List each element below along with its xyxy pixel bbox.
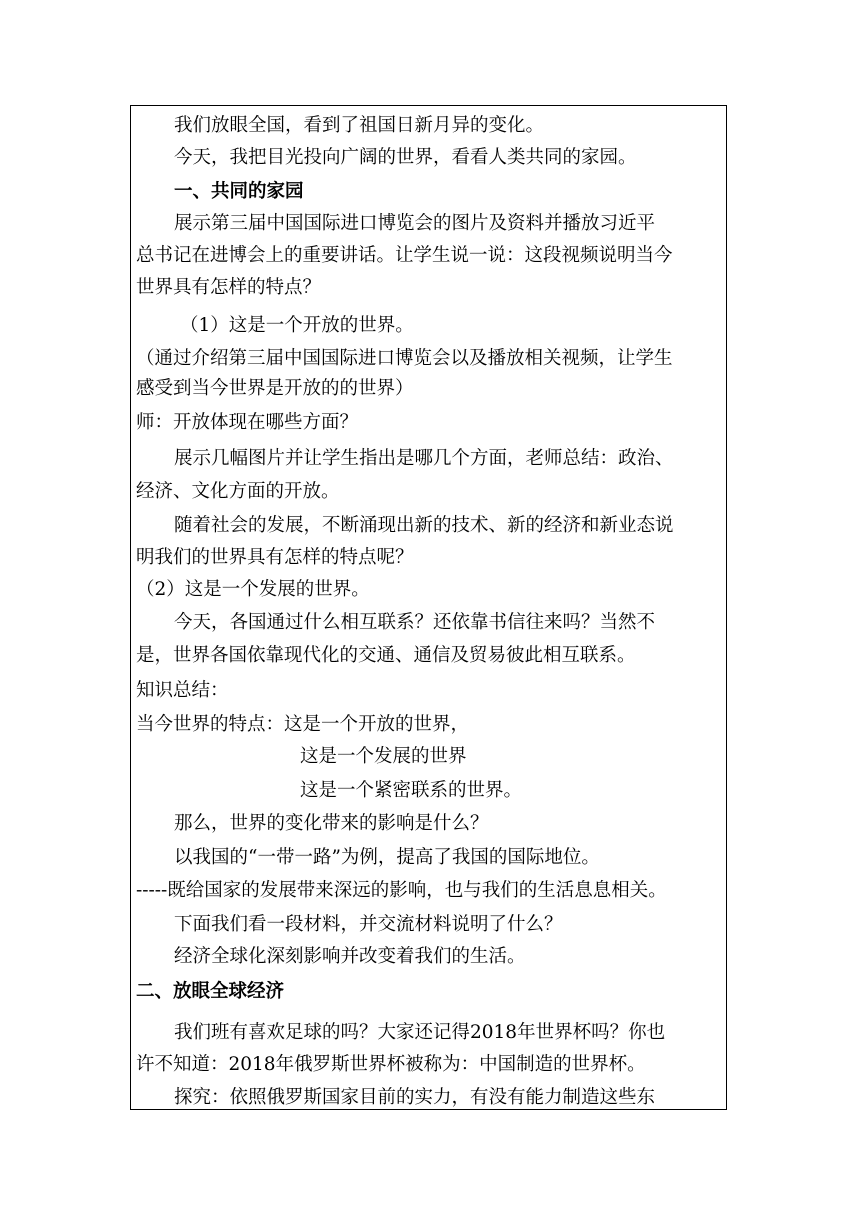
paragraph-line: 随着社会的发展，不断涌现出新的技术、新的经济和新业态说 [174,515,674,536]
paragraph-line: -----既给国家的发展带来深远的影响，也与我们的生活息息相关。 [136,880,667,901]
paragraph-line: 当今世界的特点：这是一个开放的世界， [136,714,470,735]
paragraph-line: （通过介绍第三届中国国际进口博览会以及播放相关视频，让学生 [136,348,673,369]
paragraph-line: 我们放眼全国，看到了祖国日新月异的变化。 [174,115,545,136]
paragraph-line: 师：开放体现在哪些方面？ [136,412,359,433]
paragraph-line: 探究：依照俄罗斯国家目前的实力，有没有能力制造这些东 [174,1087,656,1108]
paragraph-line: 这是一个紧密联系的世界。 [300,780,523,801]
paragraph-line: 下面我们看一段材料，并交流材料说明了什么？ [174,914,563,935]
paragraph-line: 经济全球化深刻影响并改变着我们的生活。 [174,946,526,967]
section-heading: 二、放眼全球经济 [136,981,285,1002]
paragraph-line: 展示几幅图片并让学生指出是哪几个方面，老师总结：政治、 [174,448,674,469]
paragraph-line: 展示第三届中国国际进口博览会的图片及资料并播放习近平 [174,213,656,234]
section-heading: 一、共同的家园 [174,181,304,202]
paragraph-line: 经济、文化方面的开放。 [136,481,340,502]
paragraph-line: 是，世界各国依靠现代化的交通、通信及贸易彼此相互联系。 [136,645,636,666]
paragraph-line: 许不知道：2018年俄罗斯世界杯被称为：中国制造的世界杯。 [136,1054,646,1075]
paragraph-line: 世界具有怎样的特点？ [136,277,322,298]
paragraph-line: 知识总结： [136,680,229,701]
paragraph-line: 总书记在进博会上的重要讲话。让学生说一说：这段视频说明当今 [136,245,673,266]
paragraph-line: 那么，世界的变化带来的影响是什么？ [174,813,489,834]
paragraph-line: 今天，我把目光投向广阔的世界，看看人类共同的家园。 [174,147,637,168]
paragraph-line: 今天，各国通过什么相互联系？还依靠书信往来吗？当然不 [174,612,656,633]
paragraph-line: 以我国的“一带一路”为例，提高了我国的国际地位。 [174,847,600,868]
paragraph-line: 明我们的世界具有怎样的特点呢？ [136,547,414,568]
paragraph-line: 这是一个发展的世界 [300,746,467,767]
paragraph-line: 感受到当今世界是开放的的世界） [136,378,414,399]
paragraph-line: 我们班有喜欢足球的吗？大家还记得2018年世界杯吗？你也 [174,1022,666,1043]
list-item: （1）这是一个开放的世界。 [180,315,414,336]
list-item: （2）这是一个发展的世界。 [136,579,370,600]
